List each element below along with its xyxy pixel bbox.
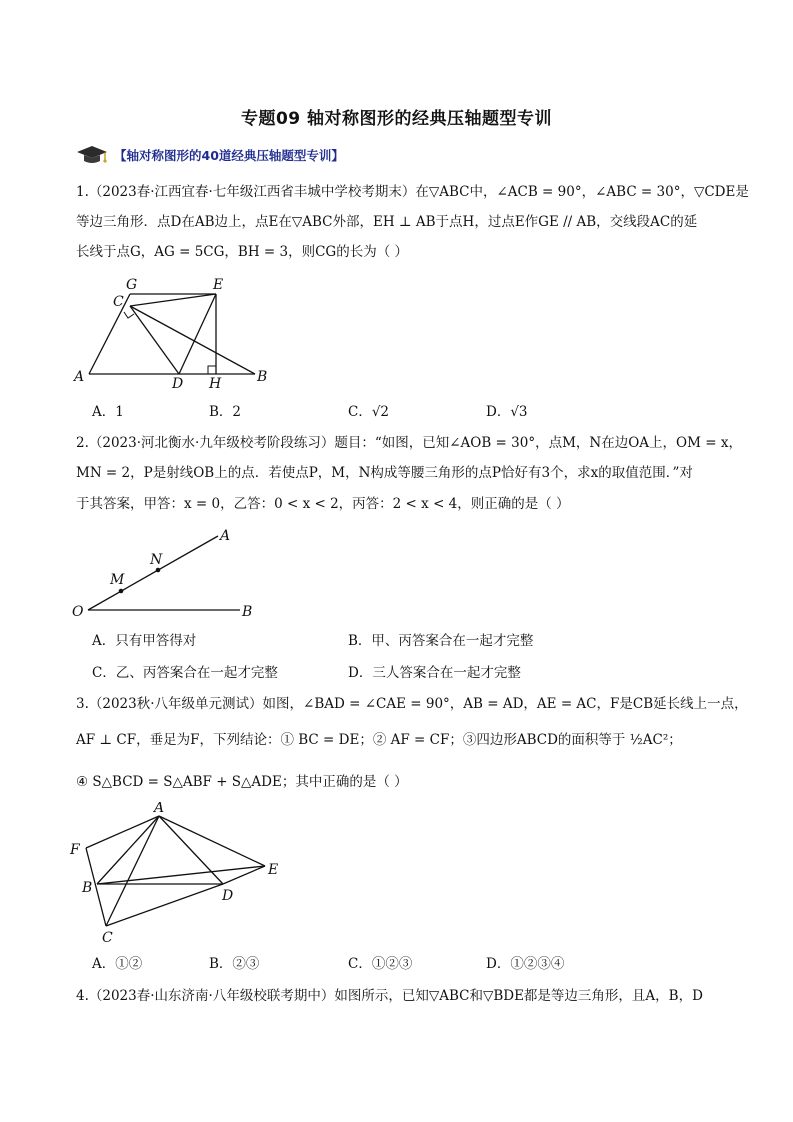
q3-option-a[interactable]: A．①② bbox=[92, 956, 143, 972]
q2-option-b[interactable]: B．甲、丙答案合在一起才完整 bbox=[348, 633, 534, 649]
q2-label-b: B bbox=[242, 604, 253, 620]
q1-label-e: E bbox=[213, 277, 224, 293]
q2-label-m: M bbox=[110, 572, 125, 588]
q3-label-e: E bbox=[268, 862, 279, 878]
q1-label-d: D bbox=[172, 376, 184, 390]
q2-figure bbox=[70, 522, 270, 622]
q1-text-line1: 1.（2023春·江西宜春·七年级江西省丰城中学校考期末）在▽ABC中，∠ACB = 90°，∠ABC = 30°，▽CDE是 bbox=[76, 184, 749, 200]
q3-option-b[interactable]: B．②③ bbox=[209, 956, 260, 972]
q1-right-angle-h bbox=[208, 366, 216, 374]
q4-text-line1: 4.（2023春·山东济南·八年级校联考期中）如图所示，已知▽ABC和▽BDE都是等边三角形，且A，B，D bbox=[76, 988, 703, 1004]
q1-label-h: H bbox=[209, 376, 222, 390]
q3-segment-ae bbox=[159, 816, 265, 866]
q2-point-n bbox=[156, 568, 161, 573]
q2-text-line1: 2.（2023·河北衡水·九年级校考阶段练习）题目：“如图，已知∠AOB = 30°，点M，N在边OA上，OM = x， bbox=[76, 435, 742, 451]
q1-segment-ag bbox=[89, 294, 130, 374]
q3-text-line3: ④ S△BCD = S△ABF + S△ADE；其中正确的是（ ） bbox=[76, 774, 408, 790]
q1-label-c: C bbox=[113, 294, 124, 310]
q1-figure bbox=[72, 274, 272, 390]
q1-label-a: A bbox=[74, 369, 85, 385]
q2-option-c[interactable]: C．乙、丙答案合在一起才完整 bbox=[92, 665, 278, 681]
q3-label-c: C bbox=[102, 930, 113, 944]
q2-ray-oa bbox=[88, 536, 218, 610]
q1-option-d[interactable]: D．√3 bbox=[486, 404, 528, 420]
q1-segment-ce bbox=[130, 294, 216, 306]
q1-label-g: G bbox=[126, 277, 138, 293]
q3-label-a: A bbox=[154, 802, 165, 816]
q3-text-line2: AF ⊥ CF，垂足为F，下列结论：① BC = DE；② AF = CF；③四边形ABCD的面积等于 ½AC²； bbox=[76, 732, 682, 748]
q2-label-o: O bbox=[72, 604, 84, 620]
q3-text-line1: 3.（2023秋·八年级单元测试）如图，∠BAD = ∠CAE = 90°，AB = AD，AE = AC，F是CB延长线上一点， bbox=[76, 696, 748, 712]
q2-point-m bbox=[119, 589, 124, 594]
q1-segment-cb bbox=[130, 306, 255, 374]
q3-segment-af bbox=[86, 816, 159, 848]
section-header bbox=[76, 144, 344, 166]
q1-segment-de bbox=[179, 294, 216, 374]
q1-segment-cd bbox=[130, 306, 179, 374]
q2-option-d[interactable]: D．三人答案合在一起才完整 bbox=[348, 665, 521, 681]
q1-option-c[interactable]: C．√2 bbox=[348, 404, 390, 420]
section-label: 【轴对称图形的40道经典压轴题型专训】 bbox=[114, 148, 344, 163]
q3-option-c[interactable]: C．①②③ bbox=[348, 956, 413, 972]
q2-text-line2: MN = 2，P是射线OB上的点．若使点P，M，N构成等腰三角形的点P恰好有3个，求x的取值范围．”对 bbox=[76, 465, 693, 481]
q3-segment-be bbox=[97, 866, 265, 884]
q3-segment-ab bbox=[97, 816, 159, 884]
page-title: 专题09 轴对称图形的经典压轴题型专训 bbox=[240, 109, 553, 129]
q2-option-a[interactable]: A．只有甲答得对 bbox=[92, 633, 197, 649]
q3-label-d: D bbox=[222, 888, 234, 904]
q1-right-angle-c bbox=[124, 312, 134, 318]
q1-option-b[interactable]: B．2 bbox=[209, 404, 242, 420]
q1-label-b: B bbox=[257, 369, 268, 385]
q1-option-a[interactable]: A．1 bbox=[92, 404, 124, 420]
q1-text-line3: 长线于点G，AG = 5CG，BH = 3，则CG的长为（ ） bbox=[76, 244, 408, 260]
q3-label-f: F bbox=[70, 842, 80, 858]
q3-figure bbox=[68, 802, 288, 944]
q3-option-d[interactable]: D．①②③④ bbox=[486, 956, 565, 972]
graduation-cap-icon bbox=[76, 144, 108, 166]
q1-text-line2: 等边三角形．点D在AB边上，点E在▽ABC外部，EH ⊥ AB于点H，过点E作GE // AB，交线段AC的延 bbox=[76, 214, 698, 230]
q2-label-n: N bbox=[150, 552, 163, 568]
q2-label-a: A bbox=[220, 528, 231, 544]
q2-text-line3: 于其答案，甲答：x = 0，乙答：0 < x < 2，丙答：2 < x < 4，则正确的是（ ） bbox=[76, 496, 570, 512]
q3-label-b: B bbox=[82, 880, 93, 896]
